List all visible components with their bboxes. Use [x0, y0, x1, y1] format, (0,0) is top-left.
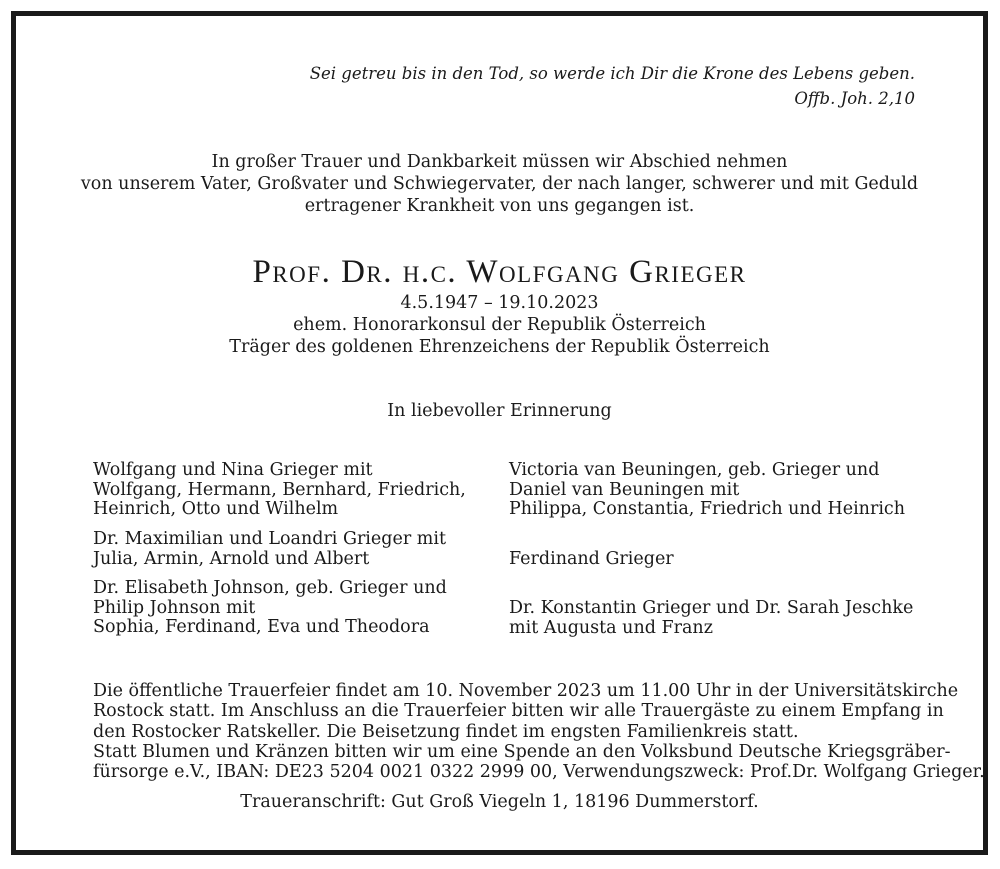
obituary-frame: [11, 11, 988, 855]
family-line: Dr. Maximilian und Loandri Grieger mit: [93, 529, 446, 549]
family-group: [509, 550, 674, 570]
family-line: Heinrich, Otto und Wilhelm: [93, 499, 339, 520]
intro-line: In großer Trauer und Dankbarkeit müssen wir Abschied nehmen: [211, 152, 788, 172]
family-line: Wolfgang und Nina Grieger mit: [93, 460, 373, 480]
mourning-address: Traueranschrift: Gut Groß Viegeln 1, 18196 Dummerstorf.: [240, 792, 759, 812]
life-dates: 4.5.1947 – 19.10.2023: [400, 293, 599, 313]
intro-line: ertragener Krankheit von uns gegangen ist.: [304, 196, 695, 216]
notice-line: Die öffentliche Trauerfeier findet am 10. November 2023 um 11.00 Uhr in der Universitätskirche: [93, 681, 959, 701]
family-group: [509, 599, 913, 638]
family-group: [93, 530, 446, 569]
funeral-notice: [93, 681, 985, 782]
deceased-details: [16, 292, 983, 358]
family-line: Sophia, Ferdinand, Eva und Theodora: [93, 617, 430, 638]
notice-line: den Rostocker Ratskeller. Die Beisetzung findet im engsten Familienkreis statt.: [93, 721, 799, 742]
family-group: [93, 461, 466, 520]
family-line: Dr. Elisabeth Johnson, geb. Grieger und: [93, 578, 447, 598]
family-line: Daniel van Beuningen mit: [509, 479, 740, 500]
family-line: Dr. Konstantin Grieger und Dr. Sarah Jeschke: [509, 598, 914, 618]
family-line: Julia, Armin, Arnold und Albert: [93, 548, 370, 569]
deceased-name: Prof. Dr. h.c. Wolfgang Grieger: [252, 254, 747, 290]
intro-line: von unserem Vater, Großvater und Schwiegervater, der nach langer, schwerer und mit Geduld: [80, 174, 919, 194]
quote-text: Sei getreu bis in den Tod, so werde ich Dir die Krone des Lebens geben.: [309, 64, 915, 83]
family-line: Philip Johnson mit: [93, 597, 256, 618]
family-group: [93, 579, 447, 638]
family-line: mit Augusta und Franz: [509, 617, 713, 638]
honorary-title: ehem. Honorarkonsul der Republik Österreich: [293, 315, 706, 335]
family-line: Ferdinand Grieger: [509, 549, 674, 569]
notice-line: Statt Blumen und Kränzen bitten wir um eine Spende an den Volksbund Deutsche Kriegsgräber-: [93, 741, 951, 762]
notice-line: Rostock statt. Im Anschluss an die Trauerfeier bitten wir alle Trauergäste zu einem Empfang in: [93, 701, 944, 722]
bible-quote: [310, 61, 915, 111]
family-line: Philippa, Constantia, Friedrich und Heinrich: [509, 499, 905, 520]
honorary-title: Träger des goldenen Ehrenzeichens der Republik Österreich: [229, 337, 770, 357]
intro-text: [16, 151, 983, 217]
notice-line: fürsorge e.V., IBAN: DE23 5204 0021 0322 2999 00, Verwendungszweck: Prof.Dr. Wolfgang Grieger.: [93, 762, 985, 783]
family-line: Wolfgang, Hermann, Bernhard, Friedrich,: [93, 479, 466, 500]
family-group: [509, 461, 905, 520]
family-line: Victoria van Beuningen, geb. Grieger und: [509, 460, 880, 480]
quote-source: Offb. Joh. 2,10: [794, 89, 915, 108]
memory-line: In liebevoller Erinnerung: [387, 401, 612, 421]
